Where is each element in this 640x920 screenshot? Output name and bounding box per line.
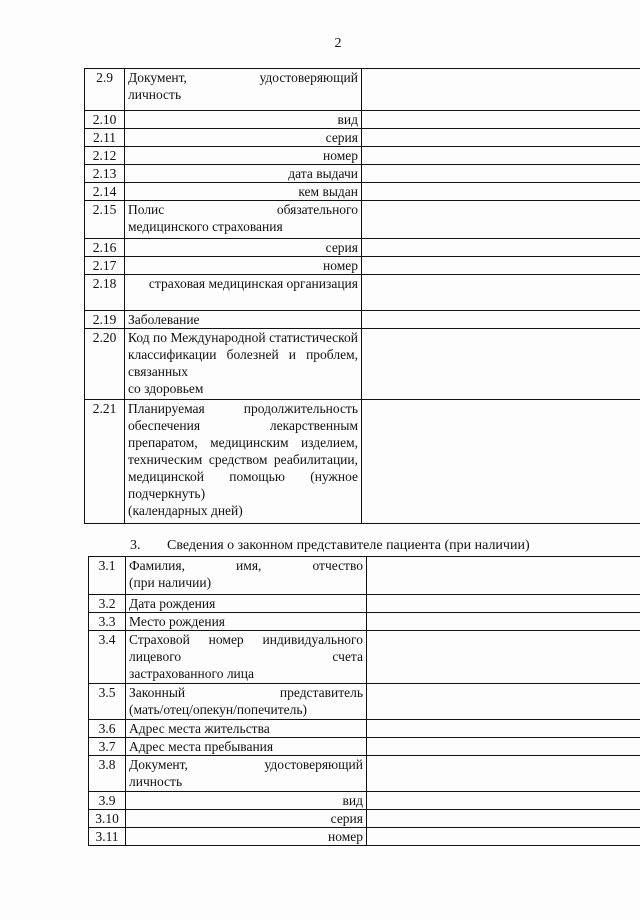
row-number: 2.14 (85, 183, 125, 201)
row-label-last-line: застрахованного лица (129, 666, 255, 681)
row-label-text: Фамилия, имя, отчество (129, 558, 363, 573)
row-label: номер (125, 257, 362, 275)
row-number: 2.15 (85, 201, 125, 239)
row-label: вид (126, 792, 367, 810)
row-label-text: Документ, удостоверяющий (129, 757, 363, 772)
row-number: 2.17 (85, 257, 125, 275)
table-row (89, 810, 640, 828)
table-row (85, 129, 640, 147)
value-cell[interactable] (367, 792, 640, 810)
row-label-last-line: (календарных дней) (128, 503, 243, 518)
value-cell[interactable] (362, 275, 640, 311)
row-number: 3.9 (89, 792, 126, 810)
row-label (126, 756, 367, 792)
row-label-text: Законный представитель (129, 685, 363, 700)
value-cell[interactable] (362, 257, 640, 275)
row-label: страховая медицинская организация (125, 275, 362, 311)
table-row (89, 828, 640, 846)
representative-table (88, 556, 640, 846)
row-label (125, 329, 362, 400)
row-label: вид (125, 111, 362, 129)
table-row (85, 311, 640, 329)
table-row (85, 257, 640, 275)
table-row (85, 165, 640, 183)
value-cell[interactable] (367, 613, 640, 631)
table-row (89, 756, 640, 792)
row-label (126, 684, 367, 720)
row-label: Адрес места пребывания (126, 738, 367, 756)
row-label-last-line: личность (129, 774, 183, 789)
value-cell[interactable] (367, 557, 640, 595)
row-number: 2.13 (85, 165, 125, 183)
value-cell[interactable] (367, 631, 640, 684)
value-cell[interactable] (367, 828, 640, 846)
table-row (85, 183, 640, 201)
row-label-text: Полис обязательного (128, 202, 358, 217)
row-number: 2.21 (85, 400, 125, 524)
row-number: 2.9 (85, 69, 125, 111)
row-number: 2.20 (85, 329, 125, 400)
value-cell[interactable] (362, 183, 640, 201)
value-cell[interactable] (362, 329, 640, 400)
row-number: 3.3 (89, 613, 126, 631)
row-number: 3.2 (89, 595, 126, 613)
row-label: Заболевание (125, 311, 362, 329)
table-row (85, 69, 640, 111)
table-row (89, 792, 640, 810)
row-label-text: Документ, удостоверяющий (128, 70, 358, 85)
row-label: кем выдан (125, 183, 362, 201)
table-row (85, 275, 640, 311)
row-label: Дата рождения (126, 595, 367, 613)
row-label: номер (126, 828, 367, 846)
table-row (85, 329, 640, 400)
row-number: 3.7 (89, 738, 126, 756)
row-label-last-line: (при наличии) (129, 575, 212, 590)
row-label: дата выдачи (125, 165, 362, 183)
section3-number: 3. (130, 538, 141, 553)
row-label-text: Планируемая продолжительность обеспечения лекарственным препаратом, медицинским изделием, техническим средством реабилитации, медицинской помощью (нужное подчеркнуть) (128, 401, 358, 501)
row-number: 2.16 (85, 239, 125, 257)
row-label-last-line: (мать/отец/опекун/попечитель) (129, 702, 308, 717)
value-cell[interactable] (362, 400, 640, 524)
value-cell[interactable] (367, 810, 640, 828)
row-label-last-line: личность (128, 87, 182, 102)
value-cell[interactable] (362, 311, 640, 329)
table-row (89, 684, 640, 720)
table-row (89, 720, 640, 738)
value-cell[interactable] (367, 756, 640, 792)
row-number: 3.10 (89, 810, 126, 828)
row-label: номер (125, 147, 362, 165)
row-number: 3.11 (89, 828, 126, 846)
table-row (89, 613, 640, 631)
table-row (85, 400, 640, 524)
value-cell[interactable] (362, 201, 640, 239)
table-row (85, 111, 640, 129)
value-cell[interactable] (362, 111, 640, 129)
section3-title: Сведения о законном представителе пациента (при наличии) (167, 538, 530, 553)
row-number: 2.19 (85, 311, 125, 329)
table-row (89, 557, 640, 595)
patient-document-table (84, 68, 640, 524)
row-number: 2.11 (85, 129, 125, 147)
row-label (126, 557, 367, 595)
row-label (125, 201, 362, 239)
row-label-text: Страховой номер индивидуального лицевого счета (129, 632, 363, 664)
row-number: 3.6 (89, 720, 126, 738)
value-cell[interactable] (362, 147, 640, 165)
row-number: 3.1 (89, 557, 126, 595)
table-row (85, 201, 640, 239)
row-label (125, 400, 362, 524)
row-label-last-line: со здоровьем (128, 381, 204, 396)
value-cell[interactable] (362, 165, 640, 183)
row-label-text: Код по Международной статистической классификации болезней и проблем, связанных (128, 330, 358, 379)
row-label: серия (125, 239, 362, 257)
row-label: Адрес места жительства (126, 720, 367, 738)
row-number: 2.12 (85, 147, 125, 165)
table-row (89, 631, 640, 684)
value-cell[interactable] (367, 720, 640, 738)
table-row (89, 595, 640, 613)
value-cell[interactable] (362, 129, 640, 147)
row-label: Место рождения (126, 613, 367, 631)
value-cell[interactable] (367, 684, 640, 720)
row-number: 2.18 (85, 275, 125, 311)
row-label: серия (126, 810, 367, 828)
row-label: серия (125, 129, 362, 147)
row-label (125, 69, 362, 111)
value-cell[interactable] (362, 69, 640, 111)
table-row (89, 738, 640, 756)
page-number: 2 (334, 36, 342, 51)
row-number: 3.4 (89, 631, 126, 684)
row-label-last-line: медицинского страхования (128, 219, 283, 234)
value-cell[interactable] (367, 595, 640, 613)
table-row (85, 239, 640, 257)
section3-heading (130, 537, 530, 554)
row-number: 3.8 (89, 756, 126, 792)
row-number: 3.5 (89, 684, 126, 720)
row-number: 2.10 (85, 111, 125, 129)
value-cell[interactable] (362, 239, 640, 257)
table-row (85, 147, 640, 165)
value-cell[interactable] (367, 738, 640, 756)
row-label (126, 631, 367, 684)
